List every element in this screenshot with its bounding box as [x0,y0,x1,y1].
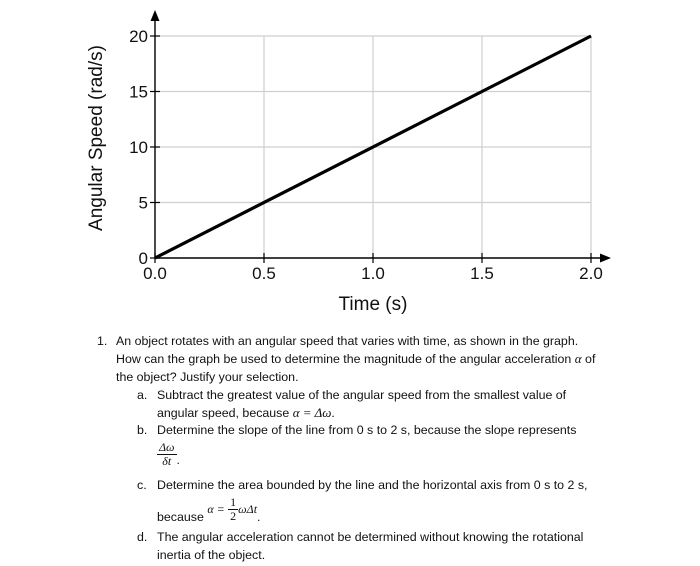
choice-a-body [157,386,627,422]
question-number: 1. [97,334,108,348]
choice-b-fraction-numerator: Δω [159,440,175,454]
choice-a-letter: a. [137,388,148,402]
y-tick-label: 10 [129,138,148,157]
x-tick-label: 0.5 [252,264,276,283]
choice-c-because: because [157,509,204,524]
choice-c-letter: c. [137,478,147,492]
x-tick-label: 2.0 [579,264,603,283]
choice-c-formula-rhs: ωΔt [238,501,258,516]
question-line-2-end: of [585,352,596,366]
y-tick-label: 0 [138,249,148,268]
alpha-symbol: α [574,351,582,366]
choice-a-formula: α = Δω [292,405,332,420]
choice-c-formula-lhs: α = [207,501,225,516]
question-text [116,332,626,386]
choice-b-body [157,421,627,469]
x-tick-label: 0.0 [143,264,167,283]
y-tick-label: 5 [138,193,148,213]
choice-a-line-1: Subtract the greatest value of the angular speed from the smallest value of [157,388,567,402]
question-line-2 [116,350,626,368]
question-line-3: the object? Justify your selection. [116,370,299,384]
choice-b-letter: b. [137,423,148,437]
choice-d-letter: d. [137,530,148,544]
x-tick-label: 1.0 [361,264,385,283]
choice-c-fraction-numerator: 1 [230,495,237,509]
y-axis-arrowhead [151,10,160,21]
question-line-1: An object rotates with an angular speed that varies with time, as shown in the graph. [116,334,579,348]
x-axis-arrowhead [600,254,611,263]
choice-a-period: . [331,406,335,420]
choice-d-body [157,528,627,564]
choice-b-period: . [176,452,180,467]
x-axis-title: Time (s) [338,294,408,315]
choice-d-line-1: The angular acceleration cannot be determined without knowing the rotational [157,530,584,544]
choice-a-because: angular speed, because [157,406,290,420]
y-axis-title: Angular Speed (rad/s) [86,45,107,231]
choice-c-body [157,476,627,526]
choice-a-line-2 [157,404,627,422]
x-tick-label: 1.5 [470,264,494,283]
choice-b-formula-row [157,441,627,469]
choice-d-line-2: inertia of the object. [157,548,266,562]
y-tick-label: 15 [129,82,148,102]
choice-b-fraction-denominator: δt [162,454,172,468]
x-tick-labels [143,264,603,283]
choice-c-line-1: Determine the area bounded by the line and the horizontal axis from 0 s to 2 s, [157,478,588,492]
y-tick-labels [129,27,148,268]
question-line-2-text: How can the graph be used to determine the magnitude of the angular acceleration [116,352,572,366]
choice-c-period: . [257,509,261,524]
choice-c-fraction [228,496,238,523]
choice-b-line-1: Determine the slope of the line from 0 s to 2 s, because the slope represents [157,423,577,437]
choice-c-formula-row [157,496,627,526]
y-tick-label: 20 [129,27,148,46]
choice-b-fraction [157,441,177,468]
choice-c-fraction-denominator: 2 [230,509,237,523]
